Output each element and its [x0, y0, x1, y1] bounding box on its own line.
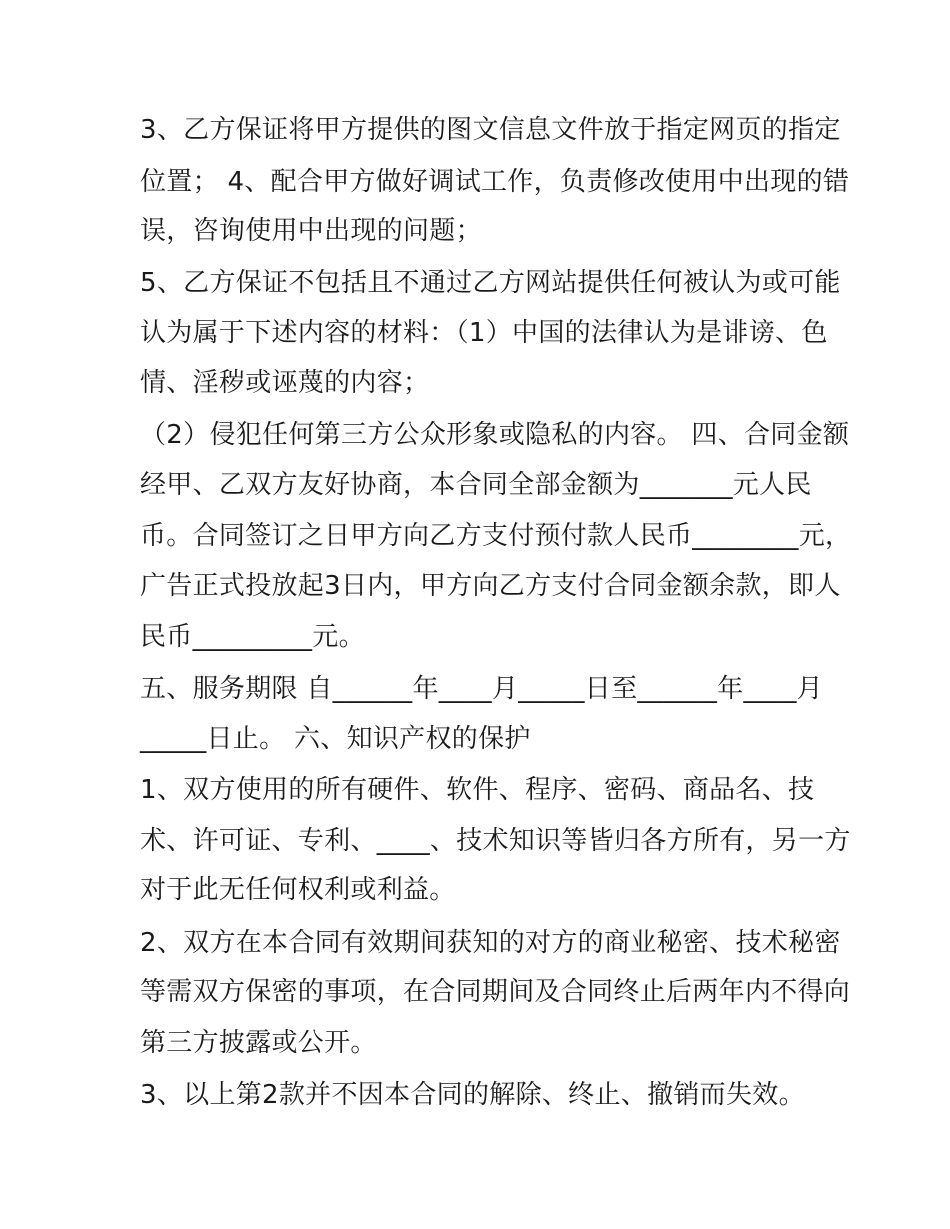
text-line-8: 经甲、乙双方友好协商，本合同全部金额为_______元人民 — [140, 470, 812, 500]
text-line-13: _____日止。 六、知识产权的保护 — [140, 724, 531, 754]
text-line-4: 5、乙方保证不包括且不通过乙方网站提供任何被认为或可能 — [140, 268, 841, 298]
text-line-2: 位置； 4、配合甲方做好调试工作，负责修改使用中出现的错 — [140, 167, 850, 197]
text-line-17: 2、双方在本合同有效期间获知的对方的商业秘密、技术秘密 — [140, 928, 841, 958]
text-line-16: 对于此无任何权利或利益。 — [140, 875, 456, 905]
text-line-12: 五、服务期限 自______年____月_____日至______年____月 — [140, 674, 823, 704]
text-line-5: 认为属于下述内容的材料：（1）中国的法律认为是诽谤、色 — [140, 318, 828, 348]
text-line-3: 误，咨询使用中出现的问题； — [140, 216, 482, 246]
text-line-15: 术、许可证、专利、____、技术知识等皆归各方所有，另一方 — [140, 826, 851, 856]
text-line-7: （2）侵犯任何第三方公众形象或隐私的内容。 四、合同金额 — [140, 420, 850, 450]
text-line-14: 1、双方使用的所有硬件、软件、程序、密码、商品名、技 — [140, 775, 815, 805]
text-line-19: 第三方披露或公开。 — [140, 1028, 377, 1058]
text-line-1: 3、乙方保证将甲方提供的图文信息文件放于指定网页的指定 — [140, 115, 841, 145]
text-line-18: 等需双方保密的事项，在合同期间及合同终止后两年内不得向 — [140, 977, 851, 1007]
text-line-10: 广告正式投放起3日内，甲方向乙方支付合同金额余款，即人 — [140, 571, 841, 601]
text-line-11: 民币_________元。 — [140, 622, 365, 652]
text-line-6: 情、淫秽或诬蔑的内容； — [140, 368, 430, 398]
text-line-20: 3、以上第2款并不因本合同的解除、终止、撤销而失效。 — [140, 1080, 805, 1110]
text-line-9: 币。合同签订之日甲方向乙方支付预付款人民币________元， — [140, 521, 852, 551]
